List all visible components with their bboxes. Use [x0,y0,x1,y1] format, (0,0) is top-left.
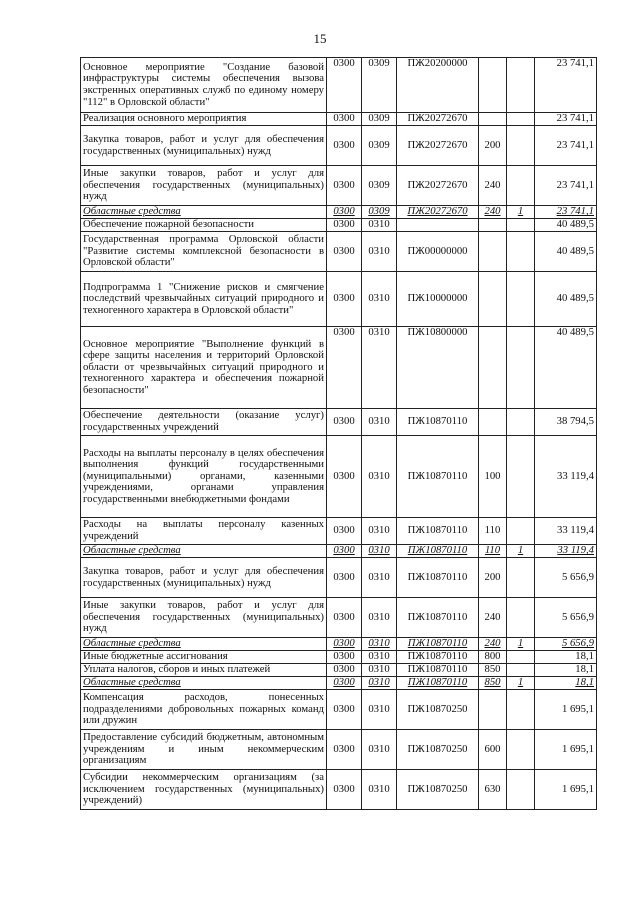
row-description: Обеспечение деятельности (оказание услуг) государственных учреждений [81,409,327,436]
subsection-code: 0309 [362,126,397,166]
funding-source-code: 1 [507,545,535,558]
table-row [81,545,597,558]
section-code: 0300 [327,690,362,730]
row-description: Предоставление субсидий бюджетным, автономным учреждениям и иным некоммерческим организациям [81,730,327,770]
table-row [81,770,597,810]
subsection-code: 0309 [362,58,397,113]
funding-source-code [507,327,535,409]
funding-source-code [507,126,535,166]
target-article-code: ПЖ20272670 [397,126,479,166]
expense-type-code: 240 [479,206,507,219]
target-article-code: ПЖ10870250 [397,730,479,770]
section-code: 0300 [327,518,362,545]
section-code: 0300 [327,730,362,770]
section-code: 0300 [327,436,362,518]
expense-type-code [479,409,507,436]
target-article-code: ПЖ10870110 [397,409,479,436]
amount: 40 489,5 [535,219,597,232]
row-description: Областные средства [81,677,327,690]
table-row [81,730,597,770]
table-row [81,677,597,690]
section-code: 0300 [327,166,362,206]
table-row [81,638,597,651]
target-article-code: ПЖ10870110 [397,664,479,677]
funding-source-code [507,113,535,126]
funding-source-code [507,598,535,638]
table-row [81,272,597,327]
funding-source-code [507,58,535,113]
expense-type-code [479,690,507,730]
amount: 5 656,9 [535,558,597,598]
row-description: Реализация основного мероприятия [81,113,327,126]
section-code: 0300 [327,598,362,638]
table-body [81,58,597,810]
table-row [81,518,597,545]
amount: 1 695,1 [535,730,597,770]
expense-type-code: 100 [479,436,507,518]
table-row [81,126,597,166]
row-description: Расходы на выплаты персоналу в целях обеспечения выполнения функций государственными (муниципальными) органами, казенными учреждениями, органами управления государственными внебюджетными фондами [81,436,327,518]
expense-type-code [479,327,507,409]
target-article-code: ПЖ20272670 [397,206,479,219]
target-article-code: ПЖ10800000 [397,327,479,409]
amount: 23 741,1 [535,206,597,219]
target-article-code [397,219,479,232]
funding-source-code [507,166,535,206]
section-code: 0300 [327,206,362,219]
target-article-code: ПЖ00000000 [397,232,479,272]
subsection-code: 0310 [362,558,397,598]
table-row [81,327,597,409]
amount: 38 794,5 [535,409,597,436]
target-article-code: ПЖ10000000 [397,272,479,327]
section-code: 0300 [327,558,362,598]
table-row [81,232,597,272]
target-article-code: ПЖ10870250 [397,770,479,810]
subsection-code: 0310 [362,677,397,690]
target-article-code: ПЖ10870110 [397,558,479,598]
subsection-code: 0310 [362,545,397,558]
subsection-code: 0310 [362,598,397,638]
funding-source-code: 1 [507,638,535,651]
row-description: Иные бюджетные ассигнования [81,651,327,664]
row-description: Иные закупки товаров, работ и услуг для обеспечения государственных (муниципальных) нужд [81,166,327,206]
row-description: Основное мероприятие "Выполнение функций в сфере защиты населения и территорий Орловской области от чрезвычайных ситуаций природного и техногенного характера и обеспечения пожарной безопасности" [81,327,327,409]
expense-type-code [479,232,507,272]
section-code: 0300 [327,770,362,810]
section-code: 0300 [327,638,362,651]
row-description: Областные средства [81,638,327,651]
funding-source-code [507,664,535,677]
expense-type-code: 850 [479,664,507,677]
table-row [81,690,597,730]
target-article-code: ПЖ10870110 [397,518,479,545]
funding-source-code [507,436,535,518]
expense-type-code: 240 [479,638,507,651]
section-code: 0300 [327,409,362,436]
subsection-code: 0310 [362,518,397,545]
target-article-code: ПЖ10870110 [397,436,479,518]
subsection-code: 0310 [362,327,397,409]
funding-source-code [507,730,535,770]
amount: 5 656,9 [535,598,597,638]
target-article-code: ПЖ10870110 [397,545,479,558]
section-code: 0300 [327,126,362,166]
funding-source-code [507,651,535,664]
section-code: 0300 [327,113,362,126]
target-article-code: ПЖ10870250 [397,690,479,730]
subsection-code: 0310 [362,409,397,436]
table-row [81,206,597,219]
target-article-code: ПЖ10870110 [397,651,479,664]
table-row [81,664,597,677]
target-article-code: ПЖ20272670 [397,166,479,206]
amount: 23 741,1 [535,58,597,113]
expense-type-code: 200 [479,558,507,598]
amount: 40 489,5 [535,272,597,327]
amount: 5 656,9 [535,638,597,651]
amount: 33 119,4 [535,518,597,545]
funding-source-code [507,219,535,232]
funding-source-code [507,690,535,730]
expense-type-code: 800 [479,651,507,664]
expense-type-code: 600 [479,730,507,770]
subsection-code: 0310 [362,436,397,518]
section-code: 0300 [327,232,362,272]
amount: 23 741,1 [535,166,597,206]
target-article-code: ПЖ20200000 [397,58,479,113]
amount: 1 695,1 [535,770,597,810]
subsection-code: 0309 [362,206,397,219]
row-description: Областные средства [81,206,327,219]
subsection-code: 0310 [362,219,397,232]
section-code: 0300 [327,219,362,232]
expense-type-code: 200 [479,126,507,166]
funding-source-code [507,272,535,327]
budget-table [80,57,597,810]
subsection-code: 0310 [362,638,397,651]
expense-type-code [479,219,507,232]
expense-type-code [479,272,507,327]
table-row [81,58,597,113]
table-row [81,409,597,436]
table-row [81,166,597,206]
subsection-code: 0309 [362,113,397,126]
section-code: 0300 [327,327,362,409]
amount: 40 489,5 [535,232,597,272]
expense-type-code: 110 [479,545,507,558]
amount: 40 489,5 [535,327,597,409]
table-row [81,598,597,638]
funding-source-code: 1 [507,206,535,219]
expense-type-code: 630 [479,770,507,810]
target-article-code: ПЖ10870110 [397,598,479,638]
subsection-code: 0310 [362,232,397,272]
table-row [81,651,597,664]
subsection-code: 0310 [362,690,397,730]
funding-source-code: 1 [507,677,535,690]
row-description: Основное мероприятие "Создание базовой инфраструктуры системы обеспечения вызова экстренных оперативных служб по единому номеру "112" в Орловской области" [81,58,327,113]
target-article-code: ПЖ10870110 [397,677,479,690]
subsection-code: 0309 [362,166,397,206]
subsection-code: 0310 [362,272,397,327]
row-description: Компенсация расходов, понесенных подразделениями добровольных пожарных команд или дружин [81,690,327,730]
table-row [81,113,597,126]
target-article-code: ПЖ20272670 [397,113,479,126]
funding-source-code [507,518,535,545]
amount: 1 695,1 [535,690,597,730]
section-code: 0300 [327,58,362,113]
expense-type-code: 240 [479,598,507,638]
page-number: 15 [313,31,327,46]
expense-type-code: 240 [479,166,507,206]
row-description: Подпрограмма 1 "Снижение рисков и смягчение последствий чрезвычайных ситуаций природного и техногенного характера в Орловской области" [81,272,327,327]
expense-type-code: 110 [479,518,507,545]
funding-source-code [507,558,535,598]
subsection-code: 0310 [362,730,397,770]
row-description: Уплата налогов, сборов и иных платежей [81,664,327,677]
funding-source-code [507,409,535,436]
amount: 18,1 [535,664,597,677]
amount: 18,1 [535,677,597,690]
row-description: Закупка товаров, работ и услуг для обеспечения государственных (муниципальных) нужд [81,126,327,166]
section-code: 0300 [327,272,362,327]
amount: 33 119,4 [535,545,597,558]
amount: 23 741,1 [535,126,597,166]
subsection-code: 0310 [362,664,397,677]
expense-type-code [479,113,507,126]
expense-type-code: 850 [479,677,507,690]
table-row [81,436,597,518]
amount: 18,1 [535,651,597,664]
section-code: 0300 [327,664,362,677]
amount: 23 741,1 [535,113,597,126]
section-code: 0300 [327,677,362,690]
expense-type-code [479,58,507,113]
row-description: Субсидии некоммерческим организациям (за исключением государственных (муниципальных) учреждений) [81,770,327,810]
section-code: 0300 [327,545,362,558]
amount: 33 119,4 [535,436,597,518]
row-description: Закупка товаров, работ и услуг для обеспечения государственных (муниципальных) нужд [81,558,327,598]
row-description: Областные средства [81,545,327,558]
target-article-code: ПЖ10870110 [397,638,479,651]
subsection-code: 0310 [362,770,397,810]
table-row [81,219,597,232]
section-code: 0300 [327,651,362,664]
funding-source-code [507,770,535,810]
row-description: Иные закупки товаров, работ и услуг для обеспечения государственных (муниципальных) нужд [81,598,327,638]
table-row [81,558,597,598]
row-description: Обеспечение пожарной безопасности [81,219,327,232]
row-description: Расходы на выплаты персоналу казенных учреждений [81,518,327,545]
subsection-code: 0310 [362,651,397,664]
row-description: Государственная программа Орловской области "Развитие системы комплексной безопасности в Орловской области" [81,232,327,272]
funding-source-code [507,232,535,272]
